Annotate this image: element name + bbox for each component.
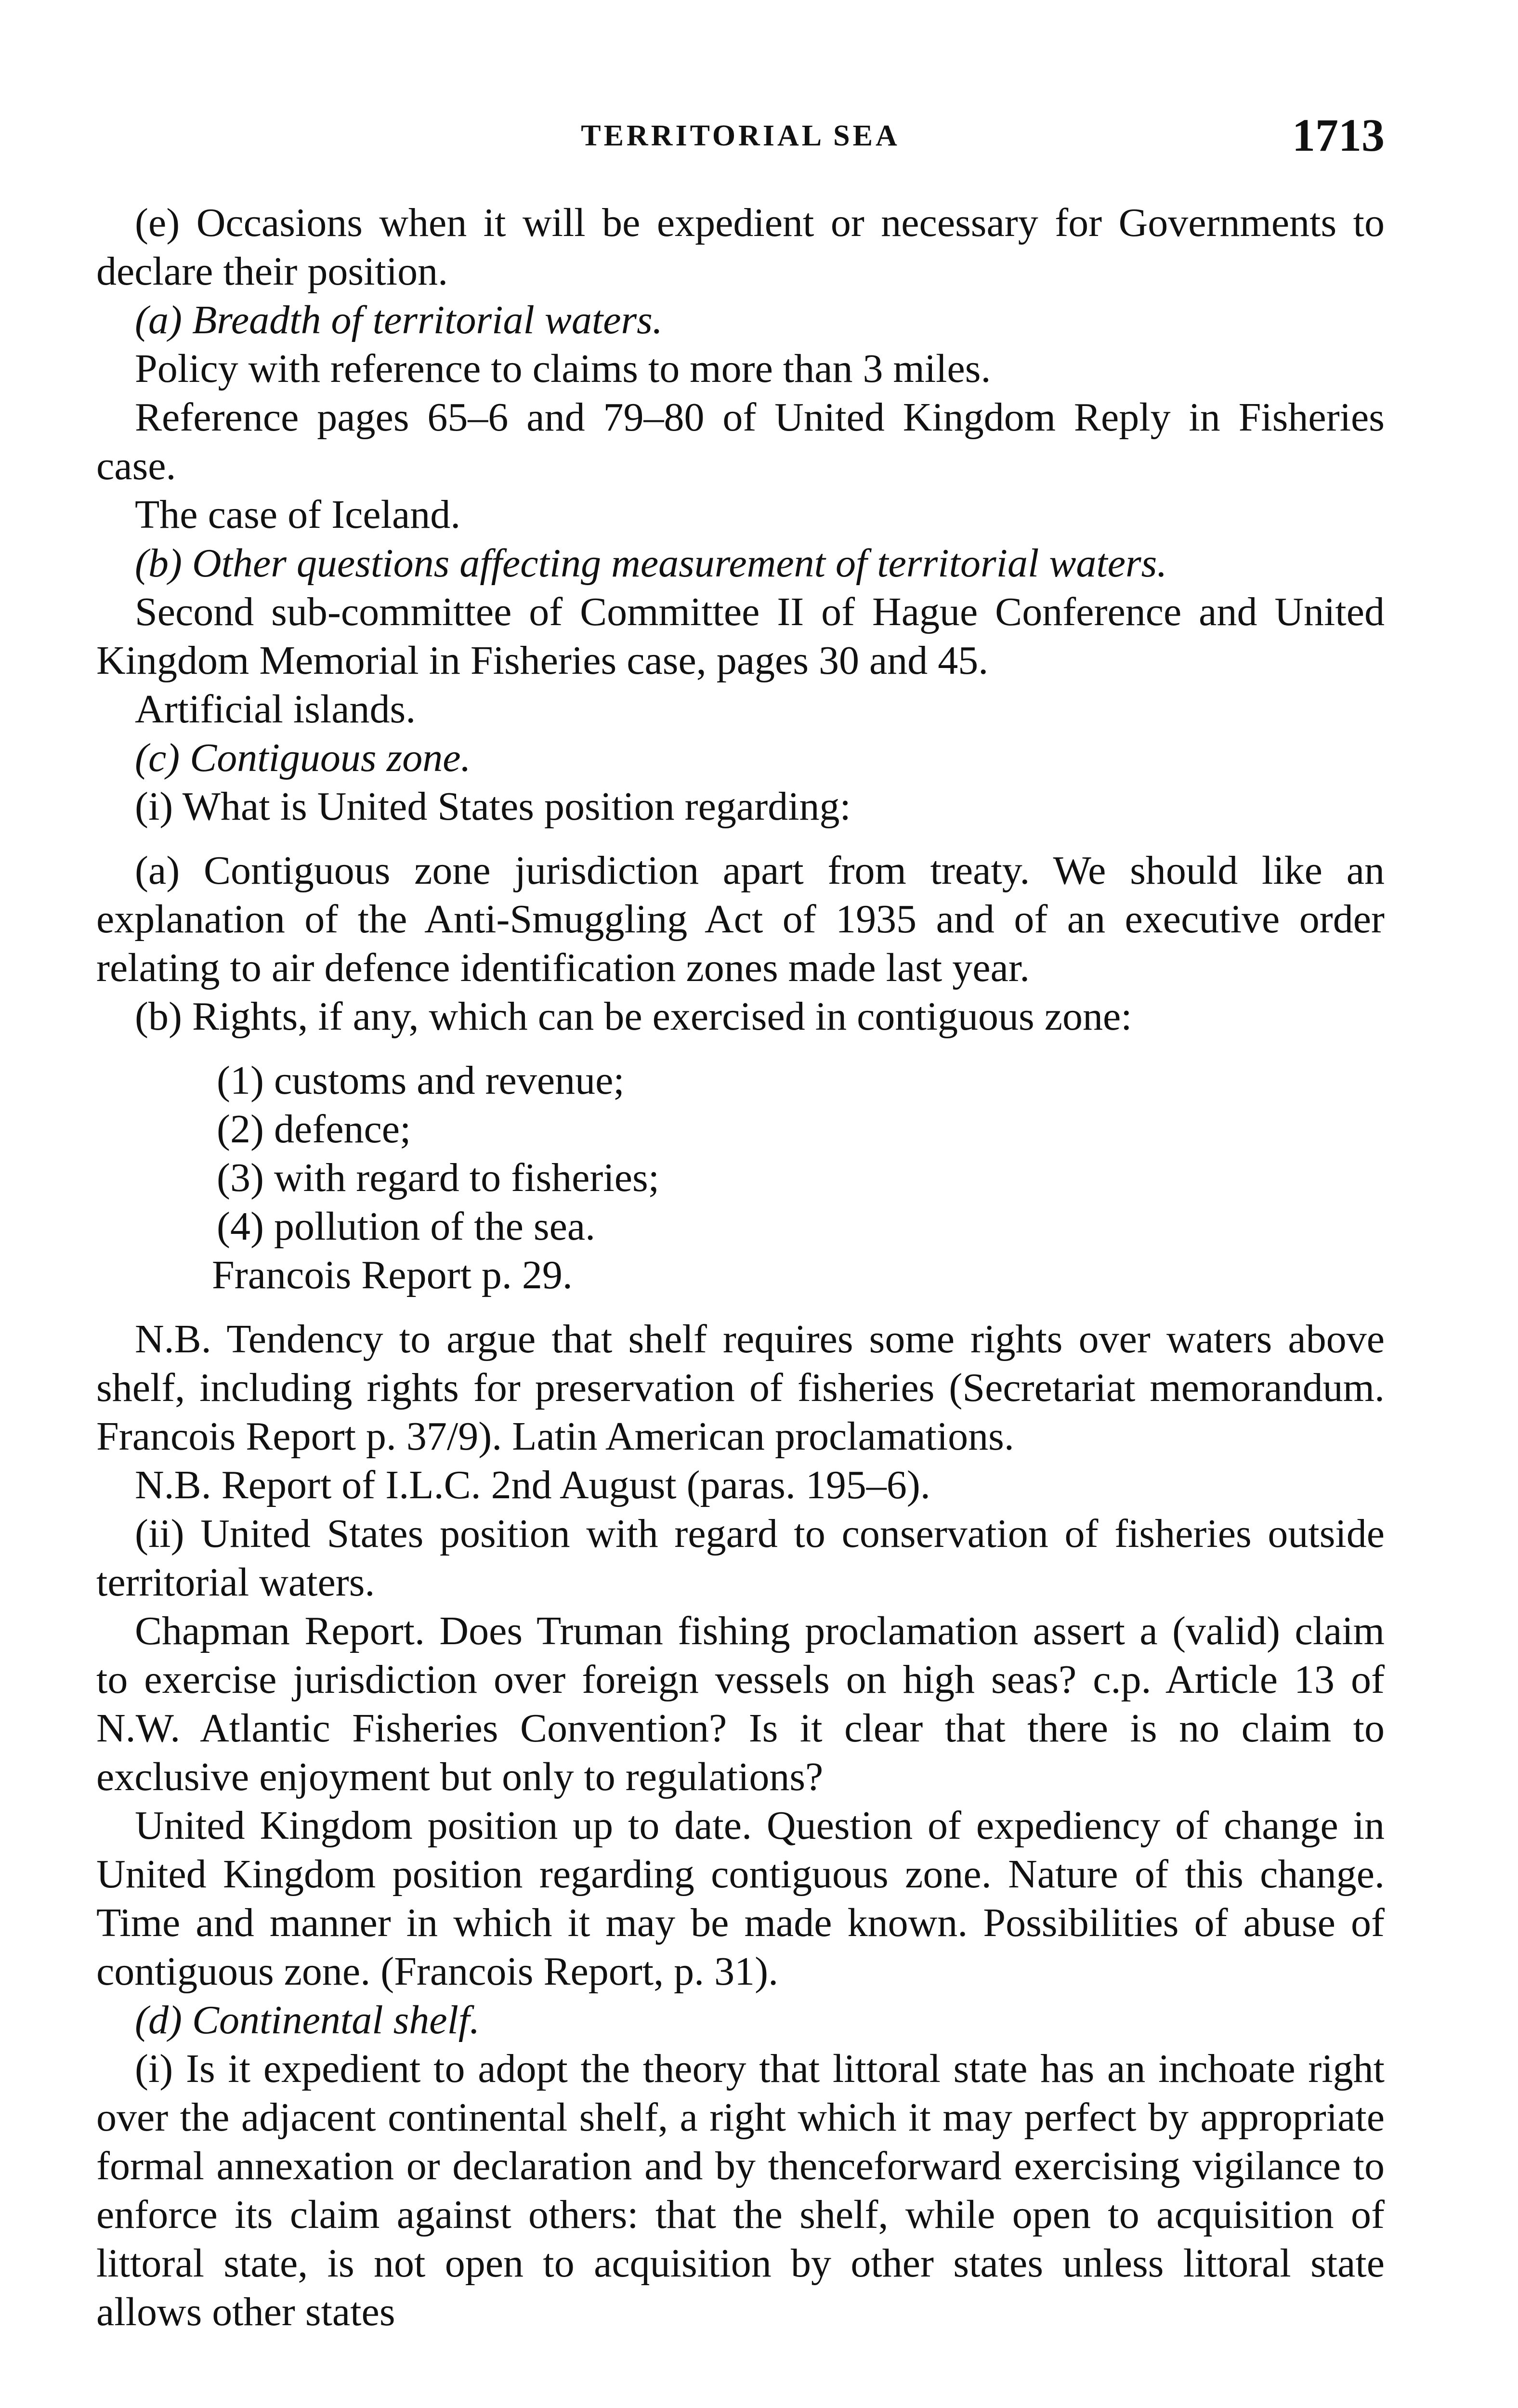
list-item: (4) pollution of the sea. [217,1204,596,1249]
section-heading: (b) Other questions affecting measurement of territorial waters. [135,541,1167,586]
citation: Francois Report p. 29. [212,1253,573,1297]
paragraph: (i) What is United States position regarding: [135,784,851,829]
paragraph: (ii) United States position with regard to conservation of fisheries outside territorial waters. [96,1511,1385,1605]
page-number: 1713 [1292,109,1385,161]
paragraph: Second sub-committee of Committee II of Hague Conference and United Kingdom Memorial in Fisheries case, pages 30 and 45. [96,589,1385,683]
paragraph: (i) Is it expedient to adopt the theory that littoral state has an inchoate right over the adjacent continental shelf, a right which it may perfect by appropriate formal annexation or declaration and by thenceforward exercising vigilance to enforce its claim against others: that the shelf, while open to acquisition of littoral state, is not open to acquisition by other states unless littoral state allows other states [96,2046,1385,2334]
list-item: (3) with regard to fisheries; [217,1155,660,1200]
paragraph: United Kingdom position up to date. Question of expediency of change in United Kingdom position regarding contiguous zone. Nature of this change. Time and manner in which it may be made known. Possibilities of abuse of contiguous zone. (Francois Report, p. 31). [96,1803,1385,1994]
list-item: (2) defence; [217,1107,411,1152]
paragraph: Policy with reference to claims to more than 3 miles. [135,346,991,391]
paragraph: (b) Rights, if any, which can be exercised in contiguous zone: [135,994,1132,1039]
section-heading: (a) Breadth of territorial waters. [135,298,663,342]
section-heading: (c) Contiguous zone. [135,735,471,780]
document-body [96,198,1385,2336]
list-item: (1) customs and revenue; [217,1058,625,1103]
nb-paragraph: N.B. Tendency to argue that shelf requires some rights over waters above shelf, including rights for preservation of fisheries (Secretariat memorandum. Francois Report p. 37/9). Latin American proclamations. [96,1317,1385,1459]
section-heading: (d) Continental shelf. [135,1998,480,2042]
paragraph: Chapman Report. Does Truman fishing proclamation assert a (valid) claim to exercise jurisdiction over foreign vessels on high seas? c.p. Article 13 of N.W. Atlantic Fisheries Convention? Is it clear that there is no claim to exclusive enjoyment but only to regulations? [96,1609,1385,1799]
running-head: TERRITORIAL SEA [581,119,900,152]
page-header [96,108,1385,161]
paragraph: (a) Contiguous zone jurisdiction apart from treaty. We should like an explanation of the Anti-Smuggling Act of 1935 and of an executive order relating to air defence identification zones made last year. [96,848,1385,990]
paragraph: (e) Occasions when it will be expedient or necessary for Governments to declare their position. [96,200,1385,294]
nb-paragraph: N.B. Report of I.L.C. 2nd August (paras. 195–6). [135,1463,930,1507]
paragraph: Reference pages 65–6 and 79–80 of United Kingdom Reply in Fisheries case. [96,395,1385,488]
paragraph: Artificial islands. [135,687,416,732]
paragraph: The case of Iceland. [135,492,461,537]
